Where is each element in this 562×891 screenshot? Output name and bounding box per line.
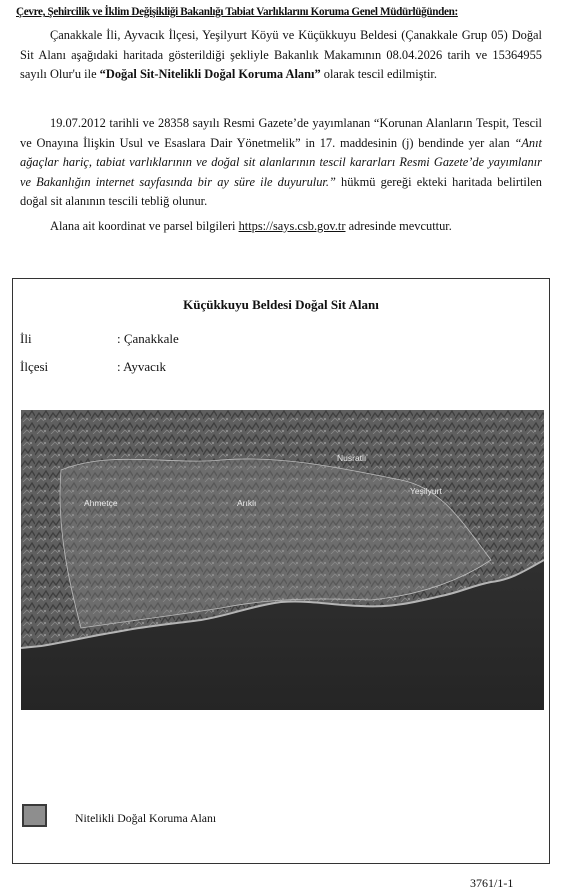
place-arikli: Arıklı [237,498,257,508]
paragraph-registration [20,26,542,85]
place-ahmetce: Ahmetçe [84,498,118,508]
regulation-quote: “Anıt ağaçlar hariç, tabiat varlıklarının ve doğal sit alanlarının tescil kararları Resmi Gazete’de yayımlanır ve Bakanlığın internet sayfasında bir ay süre ile duyurulur.” [20,135,542,189]
page-number: 3761/1-1 [470,876,514,890]
site-title: Küçükkuyu Beldesi Doğal Sit Alanı [183,297,379,312]
province-label: İli [20,331,32,346]
site-map [21,410,544,710]
legend-swatch [22,804,47,827]
map-image [21,410,544,710]
paragraph-regulation [20,114,542,212]
province-row [20,331,179,347]
site-info-box [12,278,550,864]
paragraph-coordinates-text: Alana ait koordinat ve parsel bilgileri [50,219,239,233]
says-link[interactable]: https://says.csb.gov.tr [238,219,346,233]
place-yesilyurt: Yeşilyurt [410,486,442,496]
district-row [20,359,166,375]
paragraph-regulation-end: hükmü gereği ekteki haritada belirtilen doğal sit alanının tescili tebliğ olunur. [20,174,542,208]
paragraph-coordinates [20,217,542,237]
district-label: İlçesi [20,359,49,374]
legend-label: Nitelikli Doğal Koruma Alanı [75,811,217,825]
paragraph-registration-text: Çanakkale İli, Ayvacık İlçesi, Yeşilyurt Köyü ve Küçükkuyu Beldesi (Çanakkale Grup 05) Doğal Sit Alanı aşağıdaki haritada gösterildiği şekliyle Bakanlık Makamının 08.04.2026 tarih ve 15364955 sayılı Olur'u ile [20,28,542,81]
protection-status: “Doğal Sit-Nitelikli Doğal Koruma Alanı” [99,67,321,81]
paragraph-regulation-text: 19.07.2012 tarihli ve 28358 sayılı Resmi Gazete’de yayımlanan “Korunan Alanların Tespit, Tescil ve Onayına İlişkin Usul ve Esaslara Dair Yönetmelik” in 17. maddesinin (j) bendinde yer alan [20,116,542,150]
document-heading: Çevre, Şehircilik ve İklim Değişikliği Bakanlığı Tabiat Varlıklarını Koruma Genel Müdürlüğünden: [16,6,458,18]
province-value: : Çanakkale [117,331,179,346]
paragraph-coordinates-end: adresinde mevcuttur. [345,219,452,233]
paragraph-registration-end: olarak tescil edilmiştir. [320,67,437,81]
district-value: : Ayvacık [117,359,166,374]
place-nusratli: Nusratlı [337,453,367,463]
